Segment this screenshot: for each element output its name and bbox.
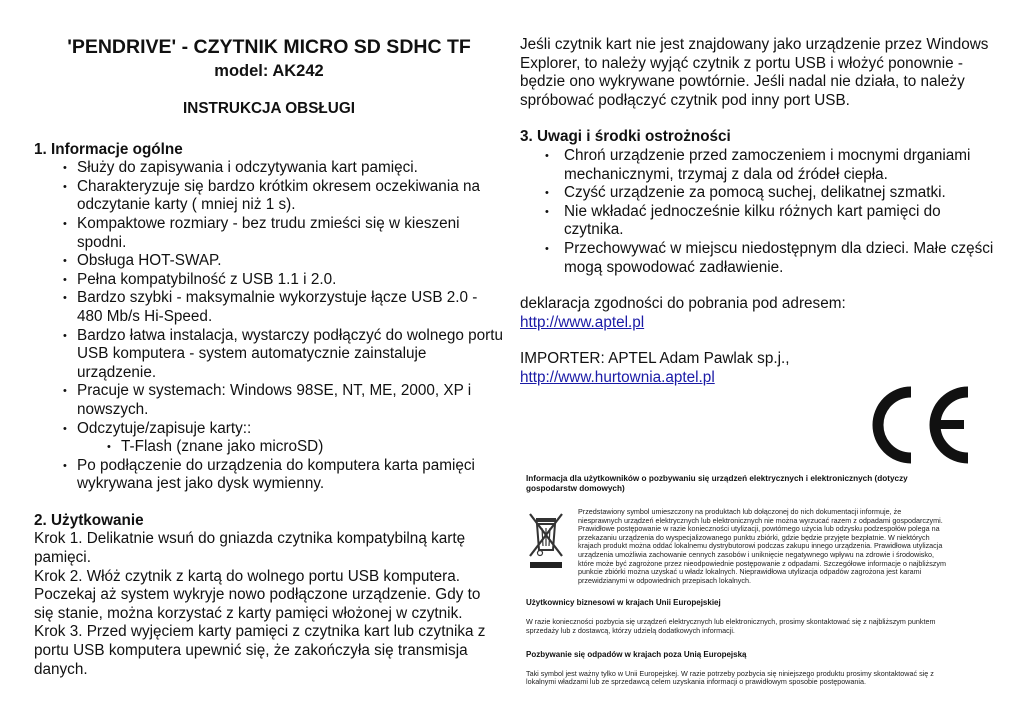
ce-mark-icon <box>862 386 972 464</box>
bullet-icon: • <box>63 162 67 175</box>
list-item: • Po podłączenie do urządzenia do komputera karta pamięci wykrywana jest jako dysk wymienny. <box>63 456 475 493</box>
list-item: • Bardzo szybki - maksymalnie wykorzystuje łącze USB 2.0 - 480 Mb/s Hi-Speed. <box>63 289 478 325</box>
weee-business-heading: Użytkownicy biznesowi w krajach Unii Europejskiej <box>526 598 721 608</box>
bullet-icon: • <box>545 205 549 218</box>
section-3-list <box>520 147 1000 277</box>
bullet-icon: • <box>63 217 67 230</box>
weee-outside-text: Taki symbol jest ważny tylko w Unii Europejskej. W razie potrzeby pozbycia się niniejszego produktu prosimy skontaktować się z lokalnymi władzami lub ze sprzedawcą celem uzyskania informacji o prawidłowym sposobie postępowania. <box>526 668 934 687</box>
bullet-icon: • <box>63 180 67 193</box>
bullet-icon: • <box>545 242 549 255</box>
weee-heading: Informacja dla użytkowników o pozbywaniu się urządzeń elektrycznych i elektronicznych (dotyczy gospodarstw domowych) <box>526 474 908 493</box>
list-item: • Obsługa HOT-SWAP. <box>63 252 222 270</box>
bullet-icon: • <box>545 187 549 200</box>
declaration-link[interactable]: http://www.aptel.pl <box>520 313 645 331</box>
bullet-icon: • <box>63 292 67 305</box>
bullet-icon: • <box>107 441 111 454</box>
sub-list-item: • T-Flash (znane jako microSD) <box>107 438 324 456</box>
list-item: • Pracuje w systemach: Windows 98SE, NT, ME, 2000, XP i nowszych. <box>63 382 472 418</box>
document-title: 'PENDRIVE' - CZYTNIK MICRO SD SDHC TF <box>67 36 471 58</box>
weee-notice <box>526 474 946 687</box>
list-item: • Bardzo łatwa instalacja, wystarczy podłączyć do wolnego portu USB komputera - system automatycznie zainstaluje urządzenie. <box>63 326 503 381</box>
bullet-icon: • <box>63 422 67 435</box>
section-2-heading: 2. Użytkowanie <box>34 511 144 529</box>
section-1-heading: 1. Informacje ogólne <box>34 140 183 158</box>
declaration-text: deklaracja zgodności do pobrania pod adresem: <box>520 295 846 313</box>
left-column <box>34 36 504 679</box>
instructions-heading: INSTRUKCJA OBSŁUGI <box>183 100 355 117</box>
intro-paragraph: Jeśli czytnik kart nie jest znajdowany jako urządzenie przez Windows Explorer, to należy wyjąć czytnik z portu USB i włożyć ponownie - będzie ono wykrywane powtórnie. Jeśli nadal nie działa, to należy spróbować podłączyć czytnik pod inny port USB. <box>520 36 989 109</box>
list-item: • Chroń urządzenie przed zamoczeniem i mocnymi drganiami mechanicznymi, trzymaj z dala od źródeł ciepła. <box>545 146 971 183</box>
list-item: • Przechowywać w miejscu niedostępnym dla dzieci. Małe części mogą spowodować zadławienie. <box>545 239 994 276</box>
bullet-icon: • <box>63 255 67 268</box>
importer-text: IMPORTER: APTEL Adam Pawlak sp.j., <box>520 350 790 368</box>
weee-outside-heading: Pozbywanie się odpadów w krajach poza Unią Europejską <box>526 650 747 660</box>
section-1-list <box>34 159 504 494</box>
list-item: • Kompaktowe rozmiary - bez trudu zmieści się w kieszeni spodni. <box>63 214 460 251</box>
list-item: • Nie wkładać jednocześnie kilku różnych kart pamięci do czytnika. <box>545 202 941 239</box>
list-item: • Charakteryzuje się bardzo krótkim okresem oczekiwania na odczytanie karty ( mniej niż 1 s). <box>63 177 480 214</box>
model-label: model: AK242 <box>214 62 324 80</box>
section-2-text: Krok 1. Delikatnie wsuń do gniazda czytnika kompatybilną kartę pamięci. Krok 2. Włóż czytnik z kartą do wolnego portu USB komputera. Poczekaj aż system wykryje nowo podłączone urządzenie. Gdy to się stanie, można korzystać z karty pamięci włożonej w czytnik. Krok 3. Przed wyjęciem karty pamięci z czytnika kart lub czytnika z portu USB komputera upewnić się, że zakończyła się transmisja danych. <box>34 530 486 678</box>
list-item: • Odczytuje/zapisuje karty:: <box>63 419 252 437</box>
section-3-heading: 3. Uwagi i środki ostrożności <box>520 128 731 146</box>
list-item: • Czyść urządzenie za pomocą suchej, delikatnej szmatki. <box>545 184 946 202</box>
weee-row <box>526 508 946 585</box>
crossed-bin-icon <box>526 508 572 585</box>
bullet-icon: • <box>63 385 67 398</box>
list-item: • Służy do zapisywania i odczytywania kart pamięci. <box>63 159 418 177</box>
list-item: • Pełna kompatybilność z USB 1.1 i 2.0. <box>63 270 337 288</box>
bullet-icon: • <box>63 273 67 286</box>
weee-business-text: W razie konieczności pozbycia się urządzeń elektrycznych lub elektronicznych, prosimy skontaktować się z najbliższym punktem sprzedaży lub z dostawcą, którzy udzielą dodatkowych informacji. <box>526 616 936 635</box>
bullet-icon: • <box>63 459 67 472</box>
bullet-icon: • <box>63 329 67 342</box>
weee-body: Przedstawiony symbol umieszczony na produktach lub dołączonej do nich dokumentacji informuje, że niesprawnych urządzeń elektrycznych lub elektronicznych nie można wyrzucać razem z odpadami gospodarczymi. Prawidłowe postępowanie w razie konieczności utylizacji, powtórnego użycia lub odzysku podzespołów polega na przekazaniu urządzenia do wyspecjalizowanego punktu zbiórki, gdzie będzie przyjęte bezpłatnie. W niektórych krajach produkt można oddać lokalnemu dystrybutorowi podczas zakupu innego urządzenia. Prawidłowa utylizacja urządzenia umożliwia zachowanie cennych zasobów i uniknięcie negatywnego wpływu na zdrowie i środowisko, które może być zagrożone przez nieodpowiednie postępowanie z odpadami. Szczegółowe informacje o najbliższym punkcie zbiórki można uzyskać u władz lokalnych. Nieprawidłowa utylizacja odpadów zagrożona jest karami przewidzianymi w odpowiednich przepisach lokalnych. <box>578 507 946 585</box>
bullet-icon: • <box>545 149 549 162</box>
importer-link[interactable]: http://www.hurtownia.aptel.pl <box>520 368 715 386</box>
right-column <box>520 36 1000 388</box>
